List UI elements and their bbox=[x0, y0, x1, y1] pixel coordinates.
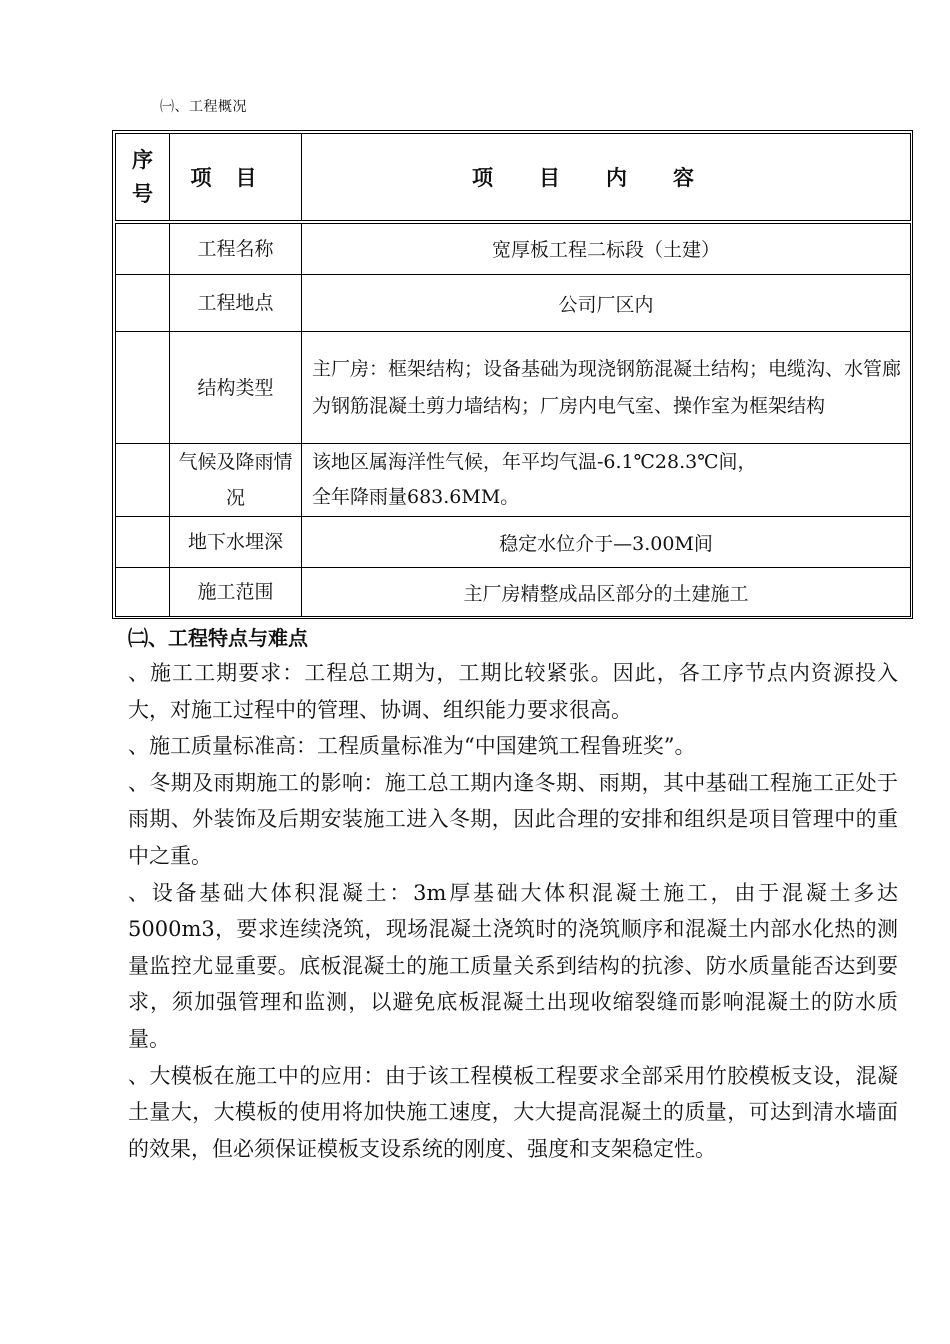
table-header-row bbox=[116, 134, 911, 222]
table-row bbox=[116, 222, 911, 275]
table-row bbox=[116, 332, 911, 444]
row-content-line: 该地区属海洋性气候，年平均气温-6.1℃28.3℃间， bbox=[312, 451, 757, 473]
row-content: 主厂房精整成品区部分的土建施工 bbox=[302, 568, 911, 617]
row-content bbox=[302, 444, 911, 517]
paragraph-mass-concrete: 、设备基础大体积混凝土：3m厚基础大体积混凝土施工，由于混凝土多达5000m3，要求连续浇筑，现场混凝土浇筑时的浇筑顺序和混凝土内部水化热的测量监控尤显重要。底板混凝土的施工质量关系到结构的抗渗、防水质量能否达到要求，须加强管理和监测，以避免底板混凝土出现收缩裂缝而影响混凝土的防水质量。 bbox=[128, 880, 898, 1051]
row-content: 宽厚板工程二标段（土建） bbox=[302, 222, 911, 275]
row-number bbox=[116, 275, 170, 332]
row-number bbox=[116, 222, 170, 275]
paragraph-large-formwork: 、大模板在施工中的应用：由于该工程模板工程要求全部采用竹胶模板支设，混凝土量大，大模板的使用将加快施工速度，大大提高混凝土的质量，可达到清水墙面的效果，但必须保证模板支设系统的刚度、强度和支架稳定性。 bbox=[128, 1063, 898, 1161]
row-item: 地下水埋深 bbox=[170, 517, 302, 568]
row-number bbox=[116, 517, 170, 568]
project-overview-table bbox=[115, 133, 911, 617]
paragraph-schedule: 、施工工期要求：工程总工期为，工期比较紧张。因此，各工序节点内资源投入大，对施工过程中的管理、协调、组织能力要求很高。 bbox=[128, 661, 898, 722]
row-content: 稳定水位介于—3.00M间 bbox=[302, 517, 911, 568]
row-number bbox=[116, 444, 170, 517]
row-content: 公司厂区内 bbox=[302, 275, 911, 332]
section-2-title: ㈡、工程特点与难点 bbox=[128, 626, 308, 650]
row-item: 施工范围 bbox=[170, 568, 302, 617]
row-content: 主厂房：框架结构；设备基础为现浇钢筋混凝土结构；电缆沟、水管廊为钢筋混凝土剪力墙结构；厂房内电气室、操作室为框架结构 bbox=[302, 332, 911, 444]
section-1-title: ㈠、工程概况 bbox=[160, 99, 247, 115]
row-item: 气候及降雨情况 bbox=[170, 444, 302, 517]
row-item: 工程地点 bbox=[170, 275, 302, 332]
row-number bbox=[116, 568, 170, 617]
table-row bbox=[116, 568, 911, 617]
row-content-line: 全年降雨量683.6MM。 bbox=[312, 486, 520, 508]
table-row bbox=[116, 517, 911, 568]
header-serial-number: 序号 bbox=[116, 134, 170, 222]
section-2-body bbox=[128, 655, 898, 1167]
table-row bbox=[116, 275, 911, 332]
paragraph-quality: 、施工质量标准高：工程质量标准为“中国建筑工程鲁班奖”。 bbox=[128, 734, 696, 759]
header-item: 项目 bbox=[170, 134, 302, 222]
row-number bbox=[116, 332, 170, 444]
table-row bbox=[116, 444, 911, 517]
paragraph-winter-rain: 、冬期及雨期施工的影响：施工总工期内逢冬期、雨期，其中基础工程施工正处于雨期、外装饰及后期安装施工进入冬期，因此合理的安排和组织是项目管理中的重中之重。 bbox=[128, 770, 898, 868]
row-item: 工程名称 bbox=[170, 222, 302, 275]
row-item: 结构类型 bbox=[170, 332, 302, 444]
header-content: 项目内容 bbox=[302, 134, 911, 222]
